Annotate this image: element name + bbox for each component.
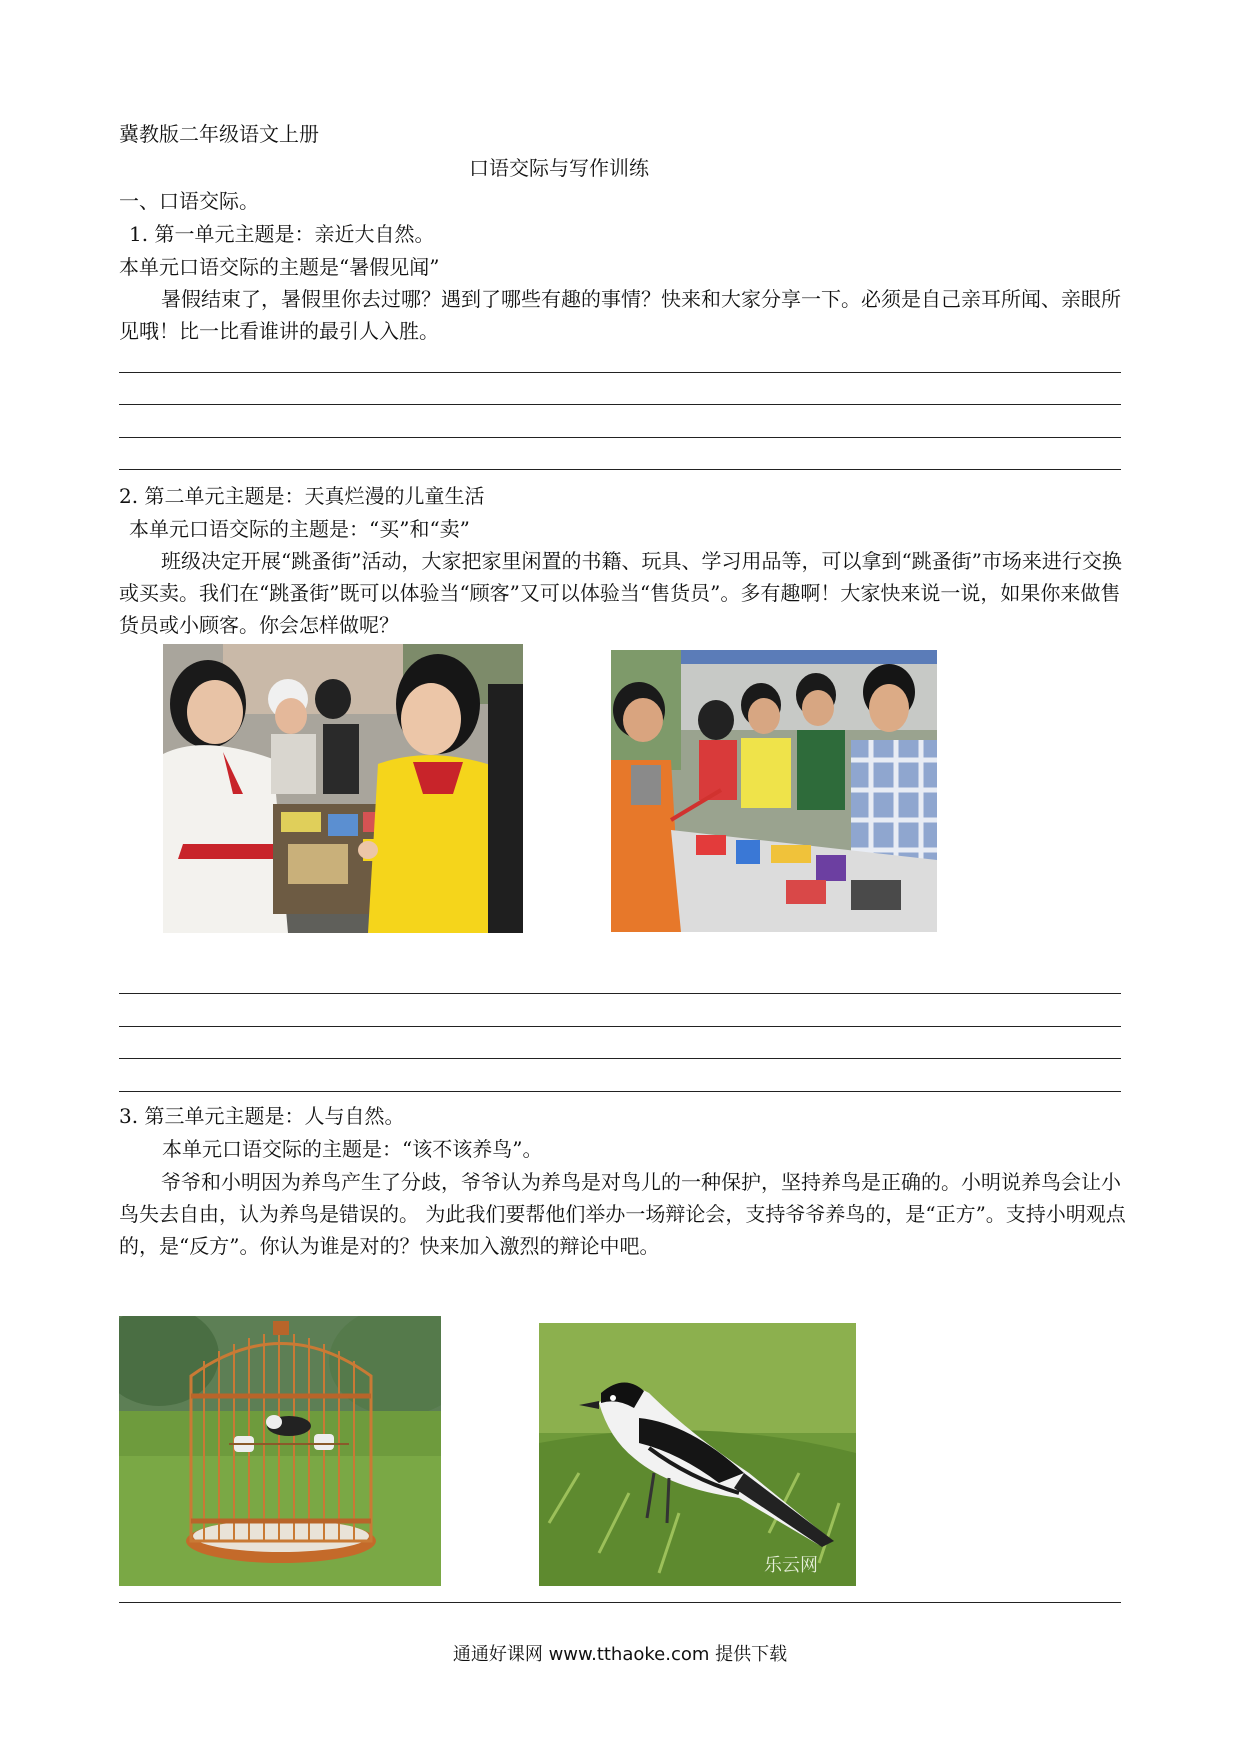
unit2-theme: 2. 第二单元主题是：天真烂漫的儿童生活 xyxy=(119,484,485,508)
section-heading: 一、口语交际。 xyxy=(119,189,259,213)
flea-market-girls-photo xyxy=(163,644,523,933)
answer-line[interactable] xyxy=(119,437,1121,438)
unit1-topic: 本单元口语交际的主题是“暑假见闻” xyxy=(119,255,440,279)
unit1-theme: 1. 第一单元主题是：亲近大自然。 xyxy=(129,222,435,246)
flea-market-boys-photo xyxy=(611,650,937,932)
answer-line[interactable] xyxy=(119,469,1121,470)
unit3-theme: 3. 第三单元主题是：人与自然。 xyxy=(119,1104,405,1128)
birdcage-photo xyxy=(119,1316,441,1586)
unit2-body: 班级决定开展“跳蚤街”活动，大家把家里闲置的书籍、玩具、学习用品等，可以拿到“跳蚤街”市场来进行交换或买卖。我们在“跳蚤街”既可以体验当“顾客”又可以体验当“售货员”。多有趣啊！大家快来说一说，如果你来做售货员或小顾客。你会怎样做呢？ xyxy=(119,549,1122,637)
photo-watermark: 乐云网 xyxy=(764,1555,818,1576)
answer-line[interactable] xyxy=(119,372,1121,373)
unit3-body: 爷爷和小明因为养鸟产生了分歧，爷爷认为养鸟是对鸟儿的一种保护，坚持养鸟是正确的。小明说养鸟会让小鸟失去自由，认为养鸟是错误的。 为此我们要帮他们举办一场辩论会，支持爷爷养鸟的，是“正方”。支持小明观点的，是“反方”。你认为谁是对的？快来加入激烈的辩论中吧。 xyxy=(119,1170,1126,1258)
footer-divider xyxy=(119,1602,1121,1603)
answer-line[interactable] xyxy=(119,993,1121,994)
unit3-topic: 本单元口语交际的主题是：“该不该养鸟”。 xyxy=(162,1137,543,1161)
wagtail-bird-photo xyxy=(539,1323,856,1586)
unit2-topic: 本单元口语交际的主题是：“买”和“卖” xyxy=(129,517,470,541)
page-title: 口语交际与写作训练 xyxy=(469,156,649,180)
answer-line[interactable] xyxy=(119,1091,1121,1092)
answer-line[interactable] xyxy=(119,404,1121,405)
footer-credit[interactable]: 通通好课网 www.tthaoke.com 提供下载 xyxy=(452,1644,788,1665)
unit1-body: 暑假结束了，暑假里你去过哪？遇到了哪些有趣的事情？快来和大家分享一下。必须是自己亲耳所闻、亲眼所见哦！比一比看谁讲的最引人入胜。 xyxy=(119,287,1121,343)
answer-line[interactable] xyxy=(119,1058,1121,1059)
answer-line[interactable] xyxy=(119,1026,1121,1027)
book-title: 冀教版二年级语文上册 xyxy=(119,122,319,146)
